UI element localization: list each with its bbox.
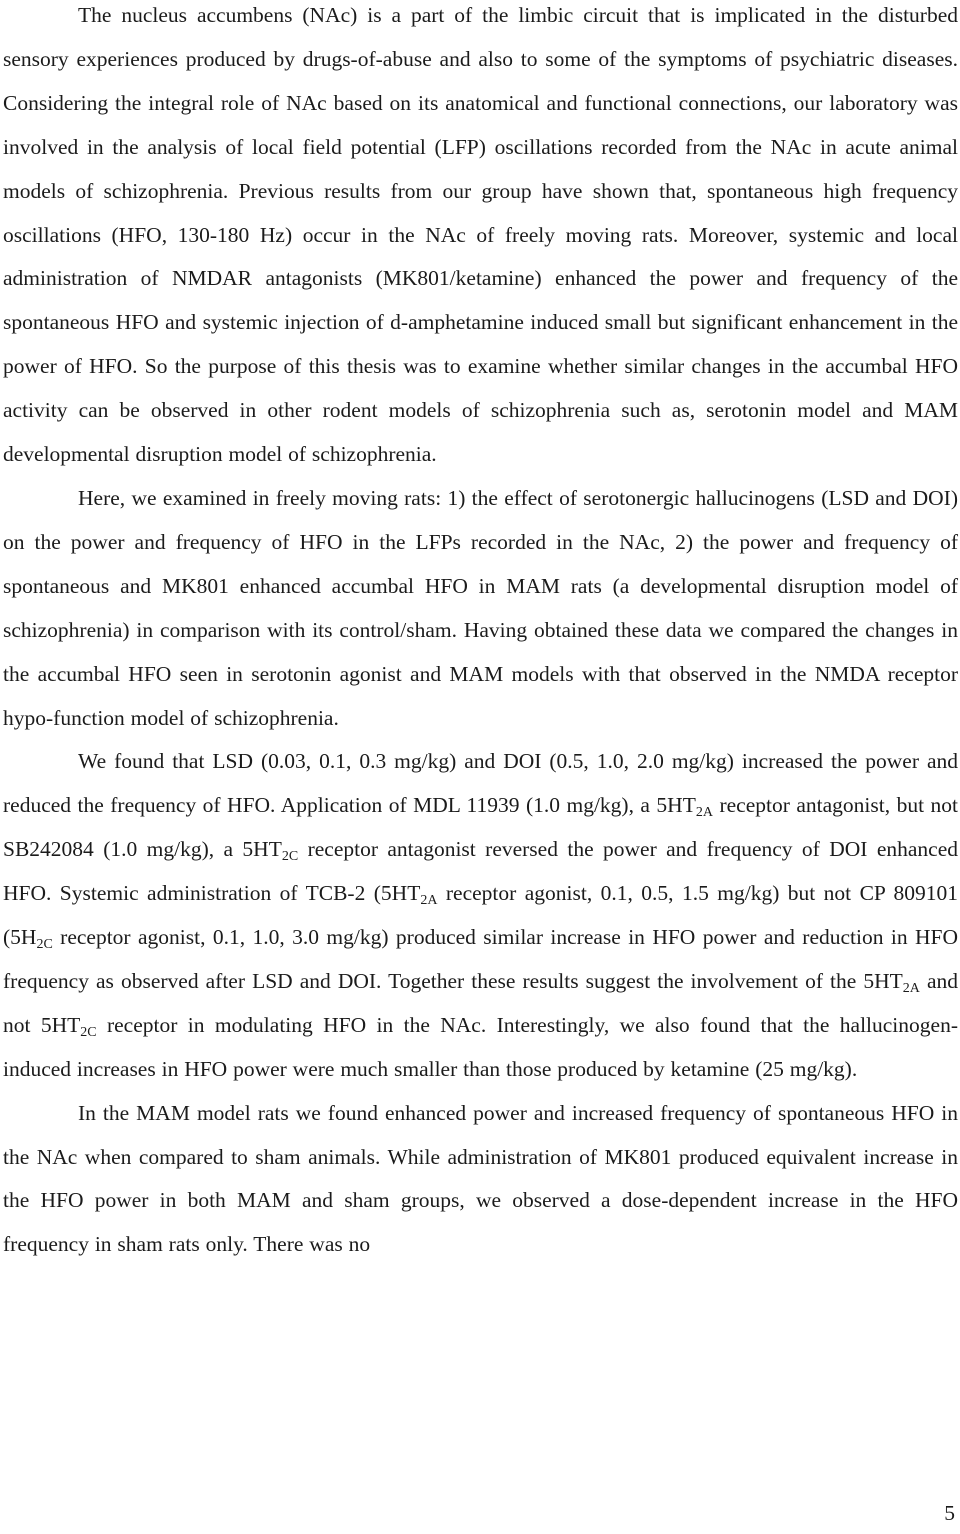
subscript-2c: 2C [281, 849, 299, 865]
subscript-2a: 2A [420, 893, 438, 909]
paragraph-3-text-4: receptor agonist, 0.1, 0.5, 1.5 mg/kg) but not CP 809101 (5H [3, 881, 958, 950]
page-number: 5 [944, 1501, 955, 1525]
subscript-2c: 2C [80, 1024, 97, 1040]
paragraph-3-text-5: receptor agonist, 0.1, 1.0, 3.0 mg/kg) produced similar increase in HFO power and reduction in HFO frequency as observed after LSD and DOI. Together these results suggest the involvement of the 5HT [3, 925, 958, 993]
paragraph-2-text: Here, we examined in freely moving rats: 1) the effect of serotonergic hallucinogens (LSD and DOI) on the power and frequency of HFO in the LFPs recorded in the NAc, 2) the power and frequency of spontaneous and MK801 enhanced accumbal HFO in MAM rats (a developmental disruption model of schizophrenia) in comparison with its control/sham. Having obtained these data we compared the changes in the accumbal HFO seen in serotonin agonist and MAM models with that observed in the NMDA receptor hypo-function model of schizophrenia. [3, 485, 958, 730]
subscript-2c: 2C [36, 937, 53, 953]
paragraph-1-text: The nucleus accumbens (NAc) is a part of the limbic circuit that is implicated in the disturbed sensory experiences produced by drugs-of-abuse and also to some of the symptoms of psychiatric diseases. Considering the integral role of NAc based on its anatomical and functional connections, our laboratory was involved in the analysis of local field potential (LFP) oscillations recorded from the NAc in acute animal models of schizophrenia. Previous results from our group have shown that, spontaneous high frequency oscillations (HFO, 130-180 Hz) occur in the NAc of freely moving rats. Moreover, systemic and local administration of NMDAR antagonists (MK801/ketamine) enhanced the power and frequency of the spontaneous HFO and systemic injection of d-amphetamine induced small but significant enhancement in the power of HFO. So the purpose of this thesis was to examine whether similar changes in the accumbal HFO activity can be observed in other rodent models of schizophrenia such as, serotonin model and MAM developmental disruption model of schizophrenia. [3, 3, 958, 467]
paragraph-4 [3, 1092, 958, 1268]
subscript-2a: 2A [695, 805, 713, 821]
subscript-2a: 2A [902, 980, 920, 996]
paragraph-3-text-6: and not 5HT [3, 968, 959, 1037]
paragraph-3-text-1: We found that LSD (0.03, 0.1, 0.3 mg/kg) and DOI (0.5, 1.0, 2.0 mg/kg) increased the power and reduced the frequency of HFO. Application of MDL 11939 (1.0 mg/kg), a 5HT [3, 749, 958, 818]
paragraph-2 [3, 477, 958, 740]
document-body [3, 0, 958, 1267]
paragraph-3-text-2: receptor antagonist, but not SB242084 (1.0 mg/kg), a 5HT [3, 793, 958, 862]
paragraph-4-text: In the MAM model rats we found enhanced power and increased frequency of spontaneous HFO in the NAc when compared to sham animals. While administration of MK801 produced equivalent increase in the HFO power in both MAM and sham groups, we observed a dose-dependent increase in the HFO frequency in sham rats only. There was no [3, 1100, 958, 1257]
paragraph-3 [3, 740, 958, 1091]
paragraph-3-text-7: receptor in modulating HFO in the NAc. Interestingly, we also found that the hallucinogen-induced increases in HFO power were much smaller than those produced by ketamine (25 mg/kg). [3, 1012, 958, 1081]
paragraph-1 [3, 0, 958, 477]
paragraph-3-text-3: receptor antagonist reversed the power and frequency of DOI enhanced HFO. Systemic administration of TCB-2 (5HT [3, 837, 958, 906]
